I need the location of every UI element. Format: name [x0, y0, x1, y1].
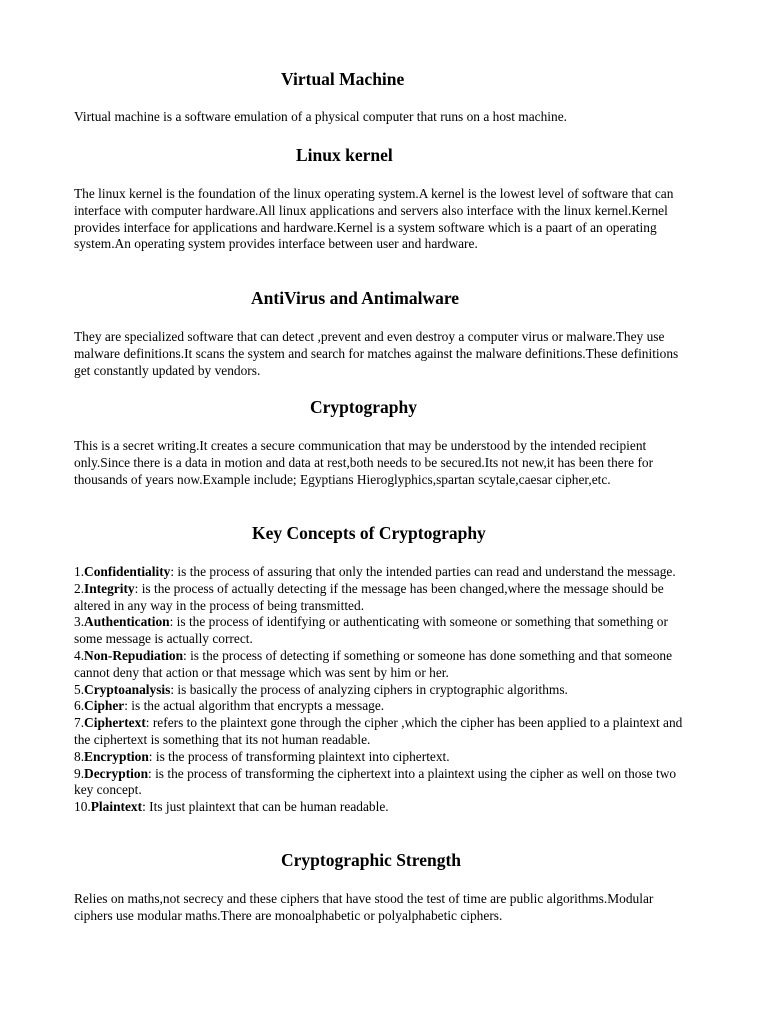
list-item: [74, 715, 694, 749]
list-item: [74, 564, 694, 581]
list-item: [74, 581, 694, 615]
item-description: : is basically the process of analyzing ciphers in cryptographic algorithms.: [170, 681, 568, 697]
heading-antivirus: AntiVirus and Antimalware: [251, 288, 460, 308]
item-description: : is the process of actually detecting if the message has been changed,where the message should be altered in any way in the process of being transmitted.: [74, 580, 664, 613]
item-description: : is the process of detecting if something or someone has done something and that someone cannot deny that action or that message which was sent by him or her.: [74, 647, 673, 680]
section-cryptography: [74, 396, 694, 488]
item-term: Integrity: [84, 580, 135, 596]
item-description: : is the process of identifying or authenticating with someone or something that something or some message is actually correct.: [74, 614, 668, 647]
item-term: Decryption: [84, 765, 149, 781]
item-term: Plaintext: [90, 799, 143, 815]
paragraph-cryptography: This is a secret writing.It creates a secure communication that may be understood by the intended recipient only.Since there is a data in motion and data at rest,both needs to be secured.Its not new,it has been there for thousands of years now.Example include; Egyptians Hieroglyphics,spartan scytale,caesar cipher,etc.: [74, 438, 654, 487]
paragraph-antivirus: They are specialized software that can detect ,prevent and even destroy a computer virus or malware.They use malware definitions.It scans the system and search for matches against the malware definitions.These definitions get constantly updated by vendors.: [74, 329, 679, 378]
heading-virtual-machine: Virtual Machine: [281, 69, 405, 89]
item-term: Authentication: [84, 614, 170, 630]
item-description: : is the process of transforming the ciphertext into a plaintext using the cipher as well on those two key concept.: [74, 765, 677, 798]
item-description: : is the process of assuring that only the intended parties can read and understand the message.: [170, 564, 676, 579]
item-term: Cryptoanalysis: [84, 681, 171, 697]
item-number: 6.: [74, 698, 85, 714]
item-number: 1.: [74, 564, 85, 579]
list-item: [74, 766, 694, 800]
list-item: [74, 799, 694, 816]
item-number: 8.: [74, 748, 85, 764]
item-term: Encryption: [84, 748, 149, 764]
key-concepts-list: [74, 564, 694, 816]
item-term: Ciphertext: [84, 715, 146, 731]
paragraph-linux-kernel: The linux kernel is the foundation of the linux operating system.A kernel is the lowest level of software that can interface with computer hardware.All linux applications and servers also interface with the linux kernel.Kernel provides interface for applications and hardware.Kernel is a system software which is a paart of an operating system.An operating system provides interface between user and hardware.: [74, 186, 674, 252]
item-number: 2.: [74, 580, 85, 596]
item-description: : Its just plaintext that can be human readable.: [142, 799, 389, 815]
item-number: 4.: [74, 647, 85, 663]
item-term: Confidentiality: [84, 564, 171, 579]
paragraph-virtual-machine: Virtual machine is a software emulation of a physical computer that runs on a host machine.: [74, 109, 568, 124]
section-antivirus: [74, 287, 694, 379]
section-virtual-machine: [74, 68, 694, 126]
item-number: 9.: [74, 765, 85, 781]
section-key-concepts: [74, 522, 694, 816]
list-item: [74, 749, 694, 766]
section-linux-kernel: [74, 144, 694, 253]
item-description: : is the actual algorithm that encrypts a message.: [124, 698, 385, 714]
list-item: [74, 698, 694, 715]
section-cryptographic-strength: [74, 849, 694, 925]
item-number: 3.: [74, 614, 85, 630]
list-item: [74, 682, 694, 699]
item-term: Cipher: [84, 698, 125, 714]
paragraph-cryptographic-strength: Relies on maths,not secrecy and these ciphers that have stood the test of time are public algorithms.Modular ciphers use modular maths.There are monoalphabetic or polyalphabetic ciphers.: [74, 891, 654, 923]
list-item: [74, 648, 694, 682]
heading-key-concepts: Key Concepts of Cryptography: [252, 523, 486, 543]
list-item: [74, 614, 694, 648]
item-description: : refers to the plaintext gone through the cipher ,which the cipher has been applied to a plaintext and the ciphertext is something that its not human readable.: [74, 715, 683, 747]
item-number: 5.: [74, 681, 85, 697]
item-description: : is the process of transforming plaintext into ciphertext.: [148, 748, 450, 764]
heading-linux-kernel: Linux kernel: [296, 145, 393, 165]
item-term: Non-Repudiation: [84, 647, 184, 663]
heading-cryptographic-strength: Cryptographic Strength: [281, 850, 462, 870]
item-number: 7.: [74, 715, 85, 731]
item-number: 10.: [74, 799, 91, 815]
heading-cryptography: Cryptography: [310, 397, 417, 417]
